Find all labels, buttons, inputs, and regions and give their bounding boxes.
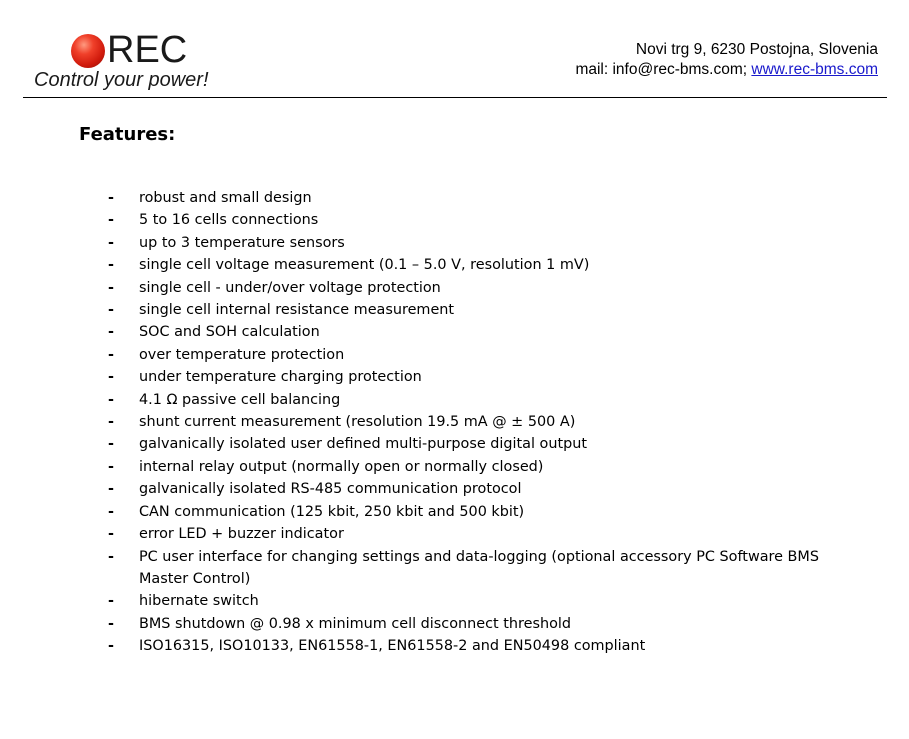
feature-item [0, 321, 909, 343]
feature-text: CAN communication (125 kbit, 250 kbit and 500 kbit) [139, 503, 525, 520]
feature-item [0, 254, 909, 276]
feature-item [0, 232, 909, 254]
contact-block [575, 40, 878, 80]
bullet-dash: - [108, 324, 114, 341]
feature-text: error LED + buzzer indicator [139, 526, 344, 543]
feature-item [0, 478, 909, 500]
feature-text: 4.1 Ω passive cell balancing [139, 391, 341, 408]
address-line: Novi trg 9, 6230 Postojna, Slovenia [635, 41, 878, 58]
feature-text: SOC and SOH calculation [139, 324, 320, 341]
mail-line [575, 60, 878, 80]
bullet-dash: - [108, 548, 114, 565]
bullet-dash: - [108, 234, 114, 251]
bullet-dash: - [108, 391, 114, 408]
feature-text: single cell - under/over voltage protection [139, 279, 441, 296]
feature-text: single cell voltage measurement (0.1 – 5.0 V, resolution 1 mV) [139, 257, 590, 274]
feature-text: 5 to 16 cells connections [139, 212, 319, 229]
feature-item [0, 613, 909, 635]
feature-text: up to 3 temperature sensors [139, 234, 345, 251]
features-heading: Features: [79, 124, 176, 145]
logo-tagline: Control your power! [34, 69, 209, 91]
features-list [0, 187, 909, 658]
feature-item [0, 277, 909, 299]
bullet-dash: - [108, 257, 114, 274]
bullet-dash: - [108, 369, 114, 386]
page-header [0, 0, 909, 98]
feature-text: PC user interface for changing settings and data-logging (optional accessory PC Software BMS Master Control) [139, 548, 819, 587]
feature-text: galvanically isolated user defined multi-purpose digital output [139, 436, 588, 453]
feature-text: over temperature protection [139, 346, 345, 363]
bullet-dash: - [108, 346, 114, 363]
feature-item [0, 344, 909, 366]
bullet-dash: - [108, 638, 114, 655]
website-link[interactable]: www.rec-bms.com [751, 61, 878, 78]
bullet-dash: - [108, 212, 114, 229]
feature-text: hibernate switch [139, 593, 259, 610]
feature-text: ISO16315, ISO10133, EN61558-1, EN61558-2 and EN50498 compliant [139, 638, 646, 655]
feature-text: galvanically isolated RS-485 communication protocol [139, 481, 522, 498]
feature-item [0, 546, 909, 591]
logo-ball-icon [71, 34, 105, 68]
feature-text: single cell internal resistance measurement [139, 302, 455, 319]
bullet-dash: - [108, 302, 114, 319]
feature-text: robust and small design [139, 190, 312, 206]
feature-item [0, 366, 909, 388]
bullet-dash: - [108, 615, 114, 632]
feature-text: shunt current measurement (resolution 19.5 mA @ ± 500 A) [139, 414, 576, 431]
bullet-dash: - [108, 458, 114, 475]
mail-text: mail: info@rec-bms.com; [575, 61, 752, 78]
feature-item [0, 635, 909, 657]
feature-item [0, 523, 909, 545]
rec-logo [33, 30, 273, 94]
bullet-dash: - [108, 526, 114, 543]
bullet-dash: - [108, 279, 114, 296]
feature-text: internal relay output (normally open or normally closed) [139, 458, 544, 475]
feature-text: BMS shutdown @ 0.98 x minimum cell disconnect threshold [139, 615, 571, 632]
bullet-dash: - [108, 190, 114, 206]
feature-item [0, 590, 909, 612]
feature-item [0, 389, 909, 411]
feature-item [0, 456, 909, 478]
logo-wordmark: REC [107, 29, 188, 71]
feature-item [0, 433, 909, 455]
feature-item [0, 411, 909, 433]
bullet-dash: - [108, 436, 114, 453]
feature-item [0, 299, 909, 321]
bullet-dash: - [108, 414, 114, 431]
feature-text: under temperature charging protection [139, 369, 422, 386]
bullet-dash: - [108, 481, 114, 498]
feature-item [0, 501, 909, 523]
header-divider [23, 97, 887, 98]
bullet-dash: - [108, 593, 114, 610]
bullet-dash: - [108, 503, 114, 520]
feature-item [0, 209, 909, 231]
feature-item [0, 187, 909, 209]
